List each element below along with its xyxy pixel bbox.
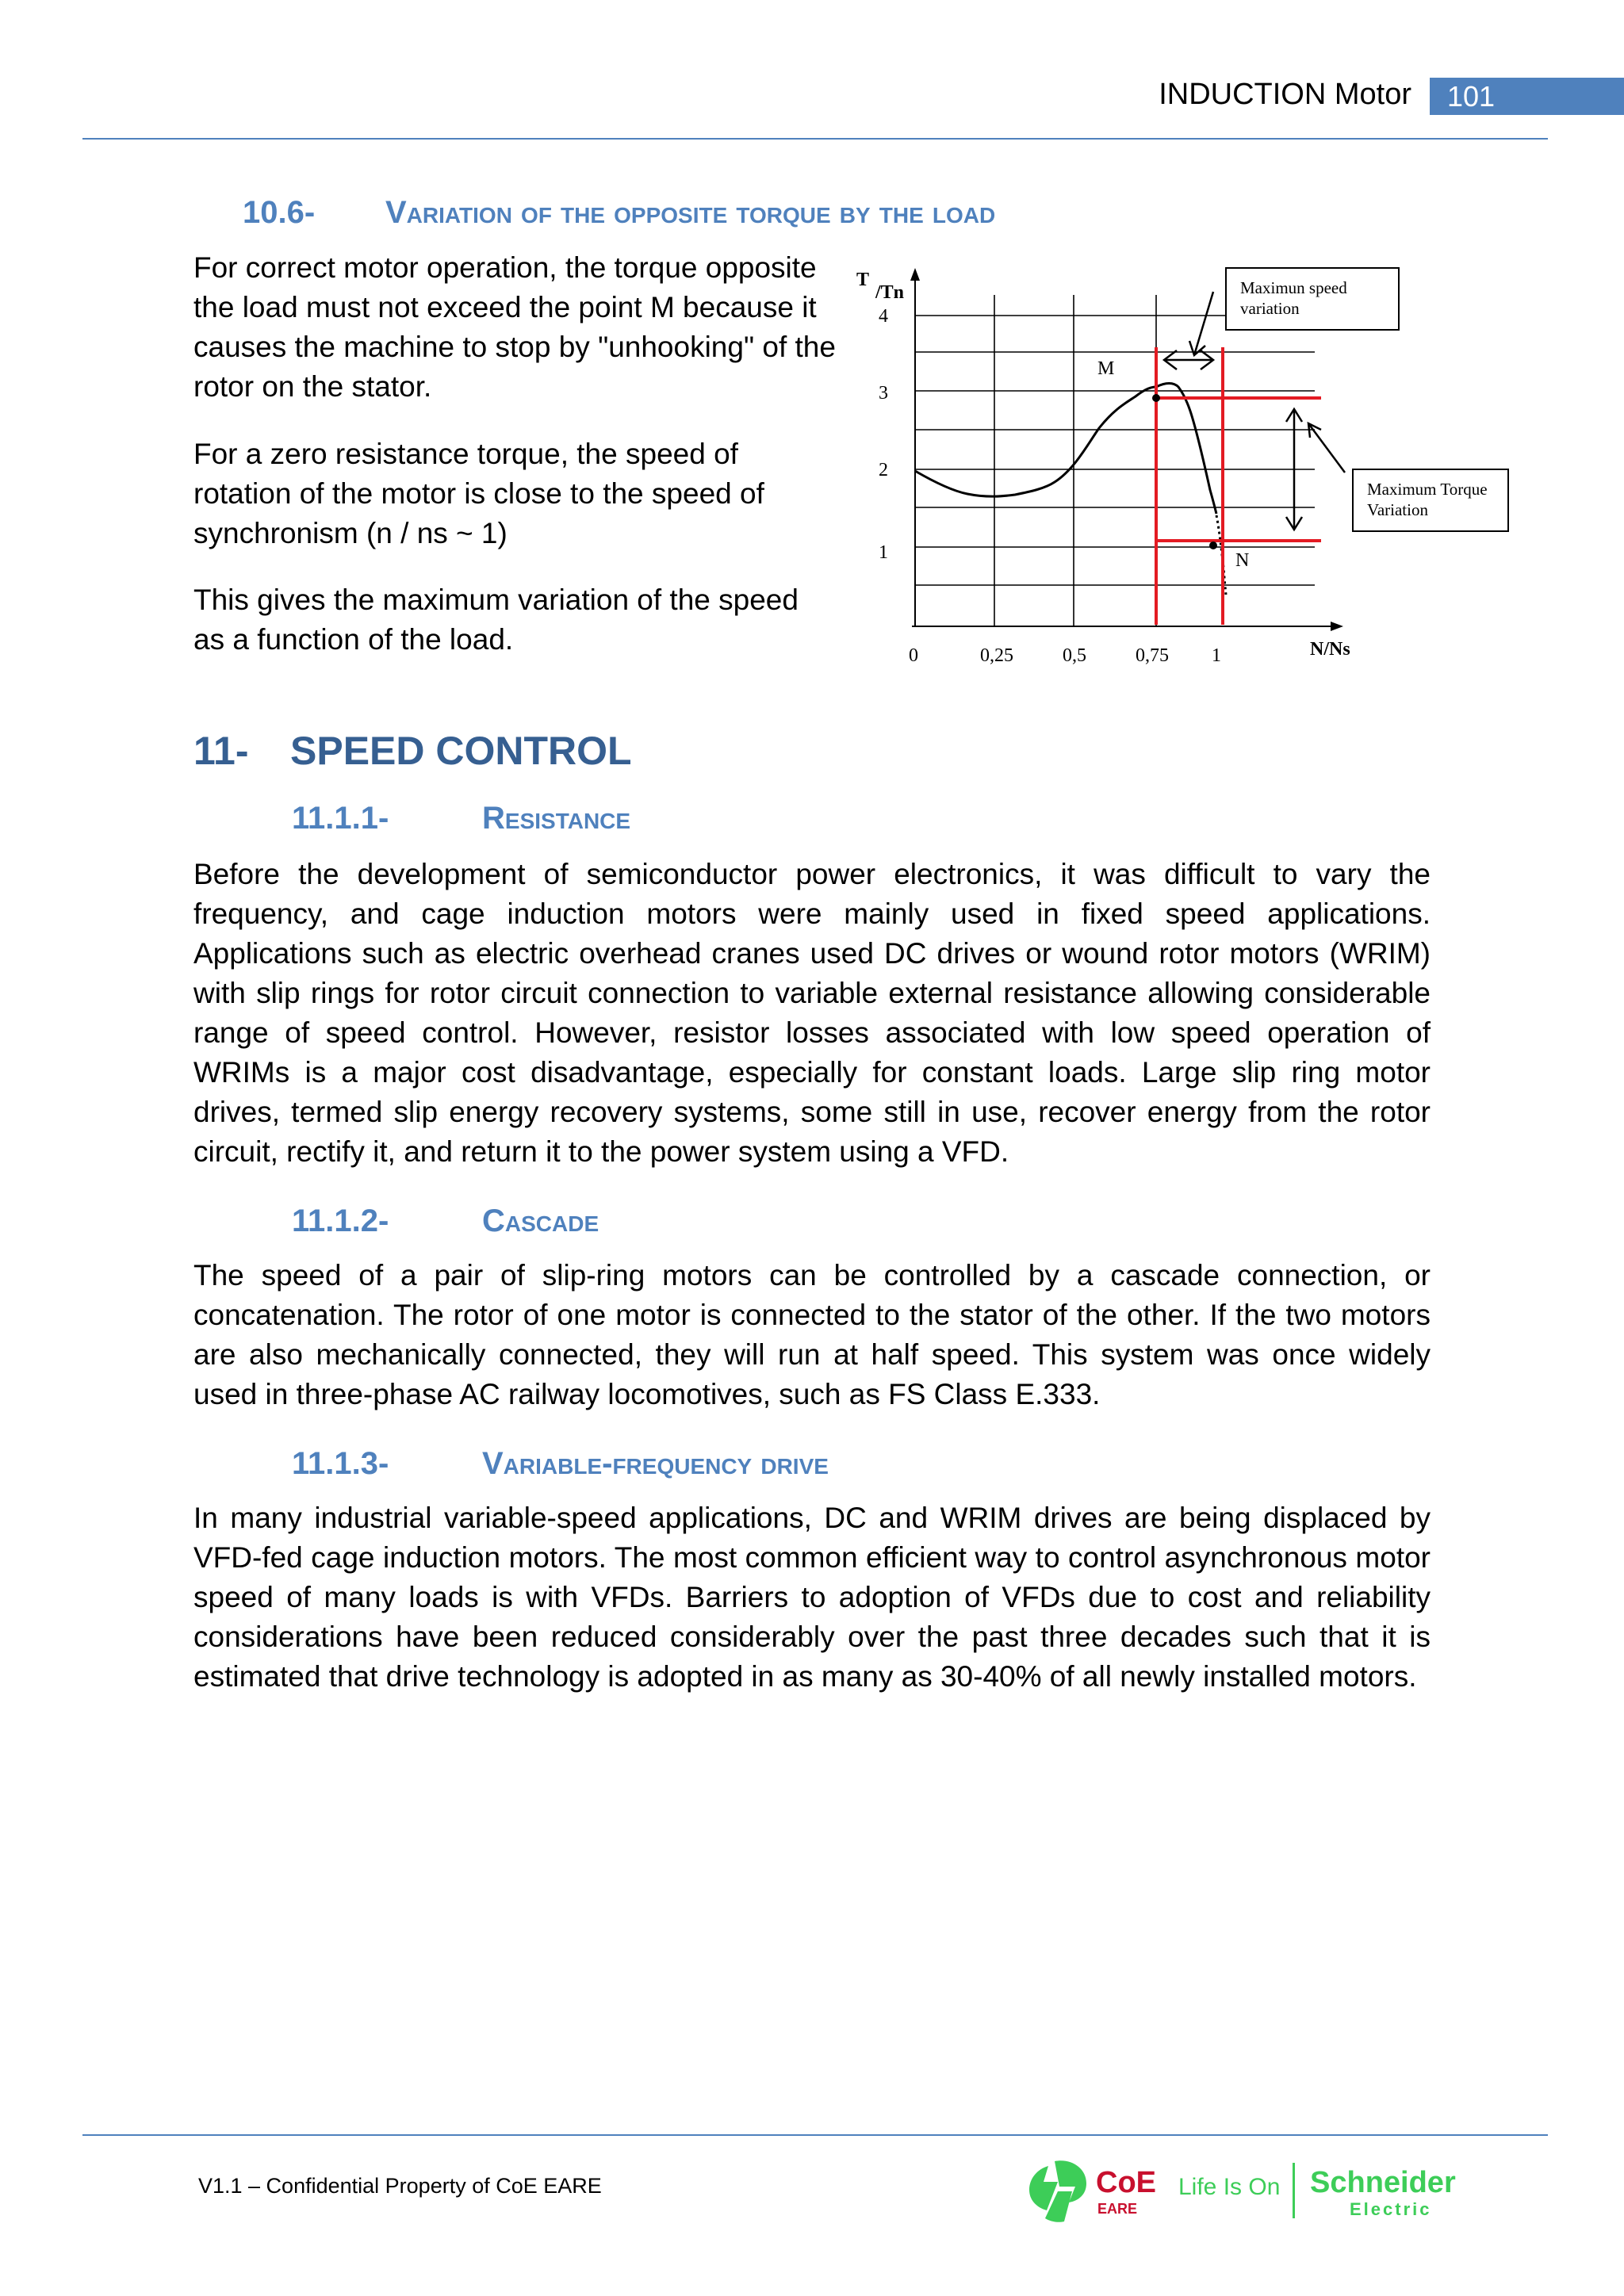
point-m-marker [1152, 394, 1160, 402]
section-title: Variation of the opposite torque by the load [385, 195, 996, 230]
section-number: 11- [193, 729, 249, 773]
paragraph: This gives the maximum variation of the speed as a function of the load. [193, 584, 799, 656]
torque-speed-figure [841, 262, 1522, 674]
footer-text: V1.1 – Confidential Property of CoE EARE [198, 2174, 602, 2198]
grid-horizontal [915, 316, 1315, 585]
footer-rule [82, 2134, 1548, 2136]
paragraph: The speed of a pair of slip-ring motors can be controlled by a cascade connection, or concatenation. The rotor of one motor is connected to the stator of the other. If the two motors are also mechanically connected, they will run at half speed. This system was once widely used in three-phase AC railway locomotives, such as FS Class E.333. [193, 1259, 1431, 1410]
x-tick-label: 0,5 [1063, 645, 1086, 666]
x-axis-label: N/Ns [1310, 639, 1350, 660]
y-tick-label: 3 [879, 383, 888, 404]
x-tick-label: 0,25 [980, 645, 1013, 666]
section-number: 10.6- [243, 195, 316, 230]
x-tick-label: 0,75 [1136, 645, 1169, 666]
torque-curve [915, 384, 1216, 515]
paragraph: For correct motor operation, the torque opposite the load must not exceed the point M because it causes the machine to stop by "unhooking" of the rotor on the stator. [193, 251, 836, 403]
logo-tagline: Life Is On [1178, 2174, 1281, 2200]
section-title: Variable-frequency drive [482, 1446, 829, 1481]
x-tick-label: 1 [1212, 645, 1221, 666]
logo-electric-text: Electric [1350, 2199, 1432, 2219]
torque-variation-arrow [1286, 409, 1345, 530]
section-title: SPEED CONTROL [290, 729, 632, 773]
point-n-label: N [1235, 550, 1250, 571]
section-number: 11.1.1- [292, 801, 389, 836]
callout-torque-line1: Maximum Torque [1367, 480, 1488, 499]
y-tick-label: 1 [879, 542, 888, 563]
speed-variation-arrow [1164, 292, 1213, 369]
header-rule [82, 138, 1548, 140]
paragraph: Before the development of semiconductor power electronics, it was difficult to vary the frequency, and cage induction motors were mainly used in fixed speed applications. Applications such as electric overhead cranes used DC drives or wound rotor motors (WRIM) with slip rings for rotor circuit connection to variable external resistance allowing considerable range of speed control. However, resistor losses associated with low speed operation of WRIMs is a major cost disadvantage, especially for constant loads. Large slip ring motor drives, termed slip energy recovery systems, some still in use, recover energy from the rotor circuit, rectify it, and return it to the power system using a VFD. [193, 858, 1431, 1168]
point-n-marker [1209, 541, 1217, 549]
callout-speed-line2: variation [1240, 299, 1300, 318]
callout-speed-line1: Maximun speed [1240, 278, 1347, 297]
paragraph: For a zero resistance torque, the speed of rotation of the motor is close to the speed of synchronism (n / ns ~ 1) [193, 438, 764, 549]
y-axis-label-t: T [856, 270, 870, 290]
callout-torque-line2: Variation [1367, 500, 1428, 519]
logo-eare-text: EARE [1097, 2201, 1138, 2217]
y-tick-label: 2 [879, 460, 888, 480]
logo-schneider-text: Schneider [1310, 2166, 1456, 2199]
section-number: 11.1.2- [292, 1203, 389, 1238]
x-tick-label: 0 [909, 645, 918, 666]
paragraph: In many industrial variable-speed applications, DC and WRIM drives are being displaced by VFD-fed cage induction motors. The most common efficient way to control asynchronous motor speed of many loads is with VFDs. Barriers to adoption of VFDs due to cost and reliability considerations have been reduced considerably over the past three decades such that it is estimated that drive technology is adopted in as many as 30-40% of all newly installed motors. [193, 1502, 1431, 1693]
page-number: 101 [1430, 78, 1624, 115]
y-tick-label: 4 [879, 306, 888, 327]
point-m-label: M [1097, 358, 1115, 379]
footer-logos [1023, 2155, 1467, 2226]
logo-separator [1293, 2163, 1295, 2218]
y-axis-label-tn: /Tn [875, 282, 905, 303]
y-axis-arrow [910, 268, 920, 281]
coe-logo-icon [1023, 2155, 1094, 2226]
section-title: Resistance [482, 801, 631, 836]
section-title: Cascade [482, 1203, 599, 1238]
grid-vertical [994, 295, 1156, 626]
section-number: 11.1.3- [292, 1446, 389, 1481]
x-axis-arrow [1331, 622, 1343, 631]
running-header-title: INDUCTION Motor [1159, 78, 1411, 111]
logo-coe-text: CoE [1096, 2166, 1156, 2199]
